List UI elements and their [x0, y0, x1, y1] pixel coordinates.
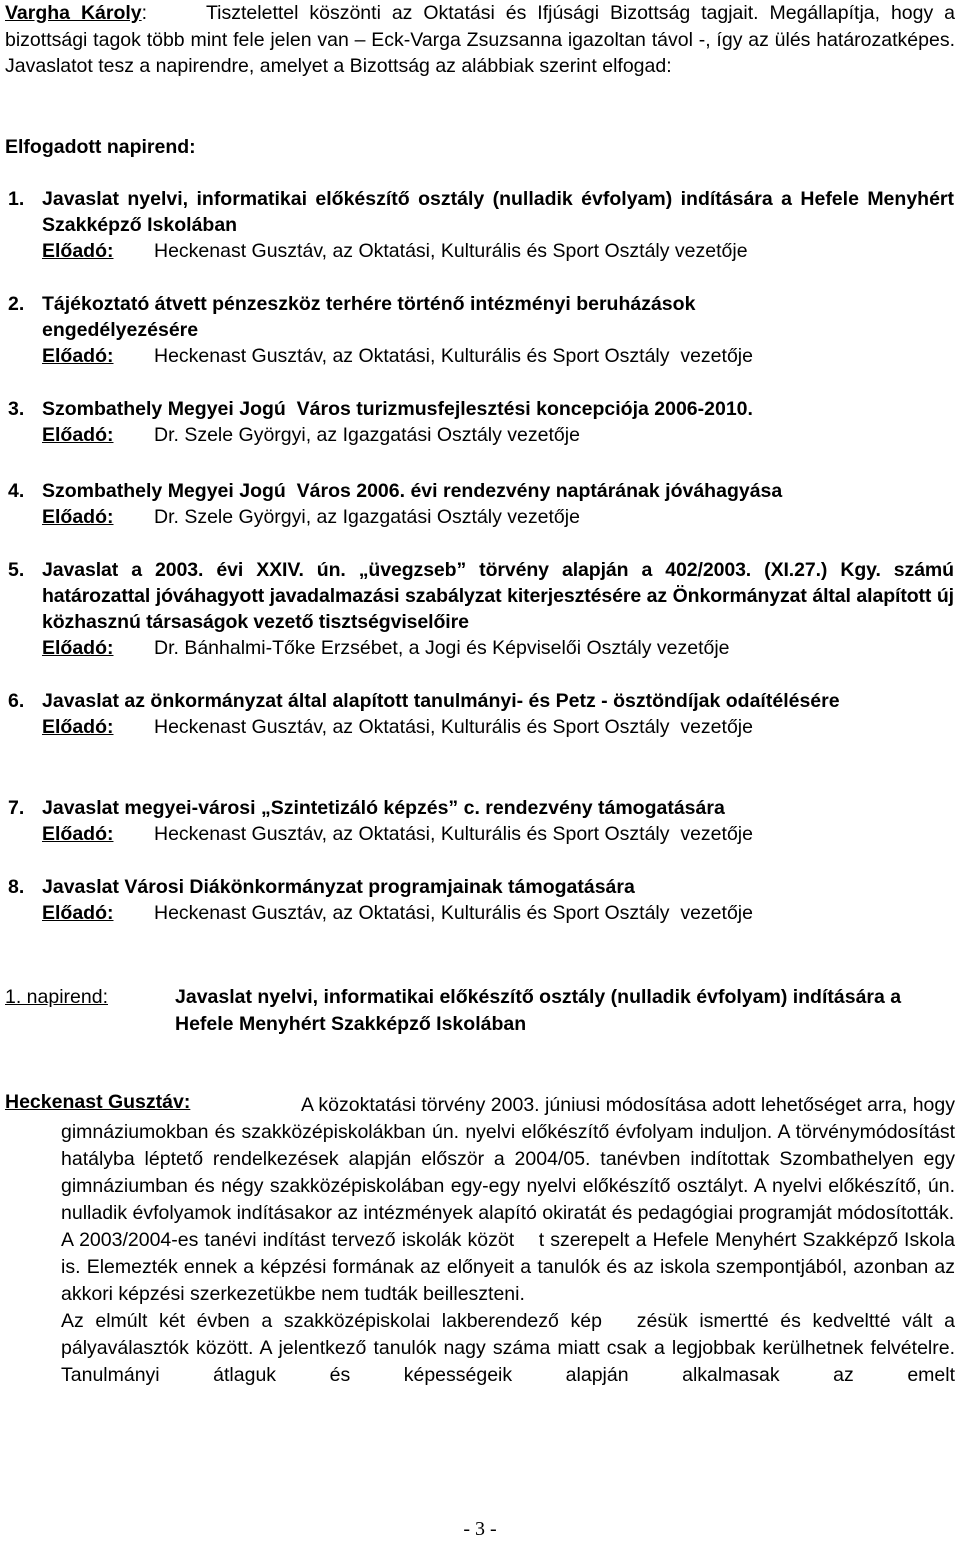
presenter-name: Dr. Szele Györgyi, az Igazgatási Osztály vezetője: [154, 424, 580, 446]
agenda-item-title: Javaslat a 2003. évi XXIV. ún. „üvegzseb” törvény alapján a 402/2003. (XI.27.) Kgy. számú határozattal jóváhagyott javadalmazási szabályzat kiterjesztésére az Önkormányzat által alapított új közhasznú társaságok vezető tisztségviselőire: [42, 559, 954, 633]
presenter-label: Előadó:: [42, 637, 114, 659]
agenda-item-number: 7.: [8, 797, 25, 819]
presenter-label: Előadó:: [42, 506, 114, 528]
intro-speaker-colon: :: [141, 2, 148, 24]
napirend-title: Javaslat nyelvi, informatikai előkészítő osztály (nulladik évfolyam) indítására a Hefele Menyhért Szakképző Iskolában: [175, 986, 902, 1035]
agenda-item-title: Tájékoztató átvett pénzeszköz terhére történő intézményi beruházások engedélyezésére: [42, 293, 696, 341]
agenda-item-title: Javaslat az önkormányzat által alapított tanulmányi- és Petz - ösztöndíjak odaítélésére: [42, 690, 840, 712]
agenda-item-title: Javaslat megyei-városi „Szintetizáló képzés” c. rendezvény támogatására: [42, 797, 725, 819]
page-number: - 3 -: [463, 1518, 497, 1540]
agenda-item-title: Javaslat nyelvi, informatikai előkészítő osztály (nulladik évfolyam) indítására a Hefele Menyhért Szakképző Iskolában: [42, 188, 954, 236]
presenter-name: Heckenast Gusztáv, az Oktatási, Kulturális és Sport Osztály vezetője: [154, 823, 753, 845]
agenda-item-presenter: [42, 821, 954, 847]
agenda-item: [8, 874, 954, 926]
discussion-section: [5, 1089, 960, 1389]
intro-speaker: Vargha Károly: [5, 2, 142, 24]
agenda-item-number: 2.: [8, 293, 25, 315]
agenda-item-title: Javaslat Városi Diákönkormányzat programjainak támogatására: [42, 876, 635, 898]
agenda-item-presenter: [42, 343, 954, 369]
presenter-name: Heckenast Gusztáv, az Oktatási, Kulturális és Sport Osztály vezetője: [154, 902, 753, 924]
agenda-item-presenter: [42, 635, 954, 661]
presenter-name: Heckenast Gusztáv, az Oktatási, Kulturális és Sport Osztály vezetője: [154, 240, 748, 262]
presenter-name: Dr. Szele Györgyi, az Igazgatási Osztály vezetője: [154, 506, 580, 528]
agenda-item-number: 1.: [8, 188, 25, 210]
agenda-item: [8, 291, 954, 369]
agenda-item-presenter: [42, 714, 954, 740]
agenda-item: [8, 186, 954, 264]
agenda-item-number: 8.: [8, 876, 25, 898]
presenter-name: Heckenast Gusztáv, az Oktatási, Kulturális és Sport Osztály vezetője: [154, 345, 753, 367]
discussion-paragraph: A 2003/2004-es tanévi indítást tervező iskolák közöt t szerepelt a Hefele Menyhért Szakképző Iskola is. Elemezték ennek a képzési formának az előnyeit a tanulók és az iskola szempontjából, azonban az akkori képzési szerkezetükbe nem tudták beilleszteni.: [61, 1229, 960, 1305]
napirend-label: 1. napirend:: [5, 986, 108, 1008]
agenda-item-number: 6.: [8, 690, 25, 712]
intro-paragraph: [5, 0, 955, 80]
presenter-label: Előadó:: [42, 345, 114, 367]
agenda-item-presenter: [42, 900, 954, 926]
presenter-label: Előadó:: [42, 716, 114, 738]
presenter-label: Előadó:: [42, 424, 114, 446]
agenda-heading: Elfogadott napirend:: [5, 136, 196, 158]
presenter-label: Előadó:: [42, 823, 114, 845]
agenda-item-presenter: [42, 422, 954, 448]
agenda-item-title: Szombathely Megyei Jogú Város turizmusfejlesztési koncepciója 2006-2010.: [42, 398, 753, 420]
intro-text: Tisztelettel köszönti az Oktatási és Ifjúsági Bizottság tagjait. Megállapítja, hogy a bizottsági tagok több mint fele jelen van – Eck-Varga Zsuzsanna igazoltan távol -, így az ülés határozatképes. Javaslatot tesz a napirendre, amelyet a Bizottság az alábbiak szerint elfogad:: [5, 2, 955, 77]
agenda-item: [8, 396, 954, 448]
agenda-item: [8, 557, 954, 661]
agenda-item: [8, 478, 954, 530]
discussion-paragraph: A közoktatási törvény 2003. júniusi módosítása adott lehetőséget arra, hogy gimnáziumokban és szakközépiskolákban ún. nyelvi előkészítő évfolyam induljon. A törvénymódosítást hatályba léptető rendelkezések alapján először a 2004/05. tanévben indítottak Szombathelyen egy gimnáziumban és négy szakközépiskolában egy-egy nyelvi előkészítő osztályt. A nyelvi előkészítő, ún. nulladik évfolyamok indításakor az intézmények alapító okiratát és pedagógiai programját módosították.: [61, 1094, 955, 1224]
agenda-item: [8, 795, 954, 847]
discussion-paragraph: Az elmúlt két évben a szakközépiskolai lakberendező kép zésük ismertté és kedveltté vált a pályaválasztók között. A jelentkező tanulók nagy száma miatt csak a legjobbak kerülhetnek felvételre. Tanulmányi átlaguk és képességeik alapján alkalmasak az emelt: [61, 1310, 960, 1386]
agenda-item-title: Szombathely Megyei Jogú Város 2006. évi rendezvény naptárának jóváhagyása: [42, 480, 783, 502]
discussion-speaker: Heckenast Gusztáv:: [5, 1091, 191, 1113]
napirend-section: [5, 984, 955, 1038]
agenda-item-presenter: [42, 504, 954, 530]
agenda-item-number: 5.: [8, 559, 25, 581]
agenda-item-presenter: [42, 238, 954, 264]
presenter-name: Dr. Bánhalmi-Tőke Erzsébet, a Jogi és Képviselői Osztály vezetője: [154, 637, 730, 659]
agenda-item-number: 4.: [8, 480, 25, 502]
presenter-label: Előadó:: [42, 902, 114, 924]
agenda-item: [8, 688, 954, 740]
presenter-label: Előadó:: [42, 240, 114, 262]
agenda-item-number: 3.: [8, 398, 25, 420]
presenter-name: Heckenast Gusztáv, az Oktatási, Kulturális és Sport Osztály vezetője: [154, 716, 753, 738]
